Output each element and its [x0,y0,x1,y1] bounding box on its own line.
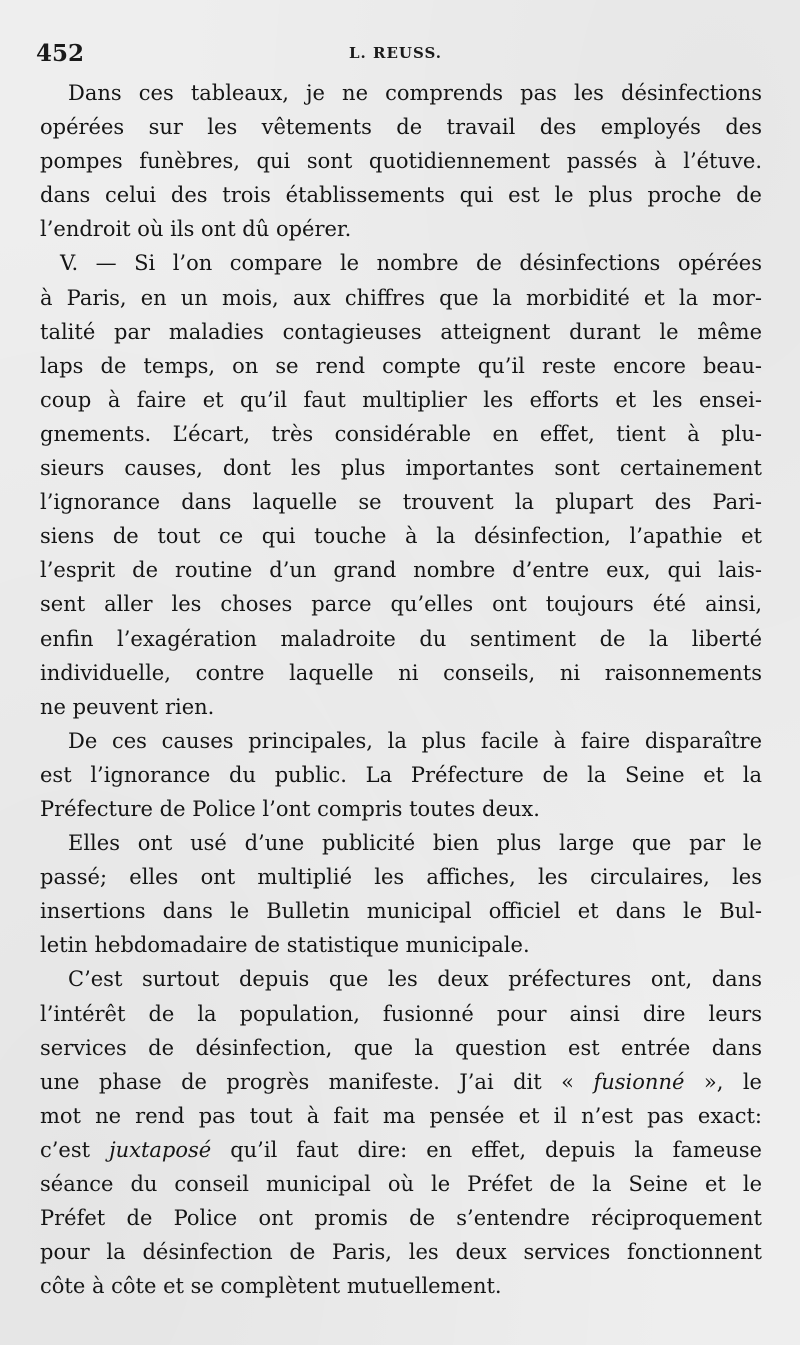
text-line: dans celui des trois établissements qui est le plus proche de [40,183,762,208]
text-line: Préfet de Police ont promis de s’entendre réciproquement [40,1206,762,1231]
text-segment: une phase de progrès manifeste. J’ai dit « [40,1069,594,1094]
paragraph [40,724,762,826]
text-line: sent aller les choses parce qu’elles ont toujours été ainsi, [40,592,762,617]
italic-word: fusionné [593,1069,685,1094]
text-line: gnements. L’écart, très considérable en effet, tient à plu- [40,421,762,446]
paragraph [40,76,762,246]
text-line: mot ne rend pas tout à fait ma pensée et il n’est pas exact: [40,1103,762,1128]
text-line: pompes funèbres, qui sont quotidiennement passés à l’étuve. [40,149,762,174]
text-line: côte à côte et se complètent mutuellement. [40,1274,502,1299]
text-line: l’ignorance dans laquelle se trouvent la plupart des Pari- [40,490,762,515]
text-line: Elles ont usé d’une publicité bien plus large que par le [68,831,762,856]
text-line: l’endroit où ils ont dû opérer. [40,217,352,242]
text-line: pour la désinfection de Paris, les deux services fonctionnent [40,1240,762,1265]
text-line: V. — Si l’on compare le nombre de désinfections opérées [60,251,762,276]
page-header [36,40,764,70]
text-line: enfin l’exagération maladroite du sentiment de la liberté [40,626,762,651]
text-line: passé; elles ont multiplié les affiches, les circulaires, les [40,865,762,890]
text-segment: qu’il faut dire: en effet, depuis la fameuse [211,1137,762,1162]
text-line: séance du conseil municipal où le Préfet de la Seine et le [40,1172,762,1196]
italic-word: juxtaposé [109,1137,212,1162]
text-line: services de désinfection, que la question est entrée dans [40,1035,762,1060]
paragraph [40,962,762,1303]
text-line: Préfecture de Police l’ont compris toutes deux. [40,796,540,821]
page-number: 452 [36,40,85,67]
text-line: l’esprit de routine d’un grand nombre d’entre eux, qui lais- [40,558,762,583]
text-line: l’intérêt de la population, fusionné pour ainsi dire leurs [40,1001,762,1026]
paragraph [40,826,762,962]
text-segment: c’est [40,1137,110,1162]
text-line: insertions dans le Bulletin municipal officiel et dans le Bul- [40,899,762,924]
text-line [40,1133,762,1167]
text-line: De ces causes principales, la plus facile à faire disparaître [68,728,762,753]
paragraph [40,246,762,723]
text-line: individuelle, contre laquelle ni conseils, ni raisonnements [40,660,762,685]
text-line: opérées sur les vêtements de travail des employés des [40,115,762,140]
text-line: est l’ignorance du public. La Préfecture de la Seine et la [40,762,762,787]
running-head: L. REUSS. [349,44,442,62]
text-line: talité par maladies contagieuses atteignent durant le même [40,319,762,344]
text-line: à Paris, en un mois, aux chiffres que la morbidité et la mor- [40,285,762,310]
text-line [40,1065,762,1099]
text-line: coup à faire et qu’il faut multiplier les efforts et les ensei- [40,387,762,412]
text-line: ne peuvent rien. [40,694,215,719]
text-line: siens de tout ce qui touche à la désinfection, l’apathie et [40,524,762,549]
text-line: Dans ces tableaux, je ne comprends pas les désinfections [68,81,762,105]
text-line: laps de temps, on se rend compte qu’il reste encore beau- [40,353,762,378]
text-line: C’est surtout depuis que les deux préfectures ont, dans [68,967,762,992]
body-text [40,76,762,1303]
text-line: sieurs causes, dont les plus importantes sont certainement [40,456,762,481]
text-line: letin hebdomadaire de statistique municipale. [40,933,530,958]
text-segment: », le [684,1069,762,1094]
